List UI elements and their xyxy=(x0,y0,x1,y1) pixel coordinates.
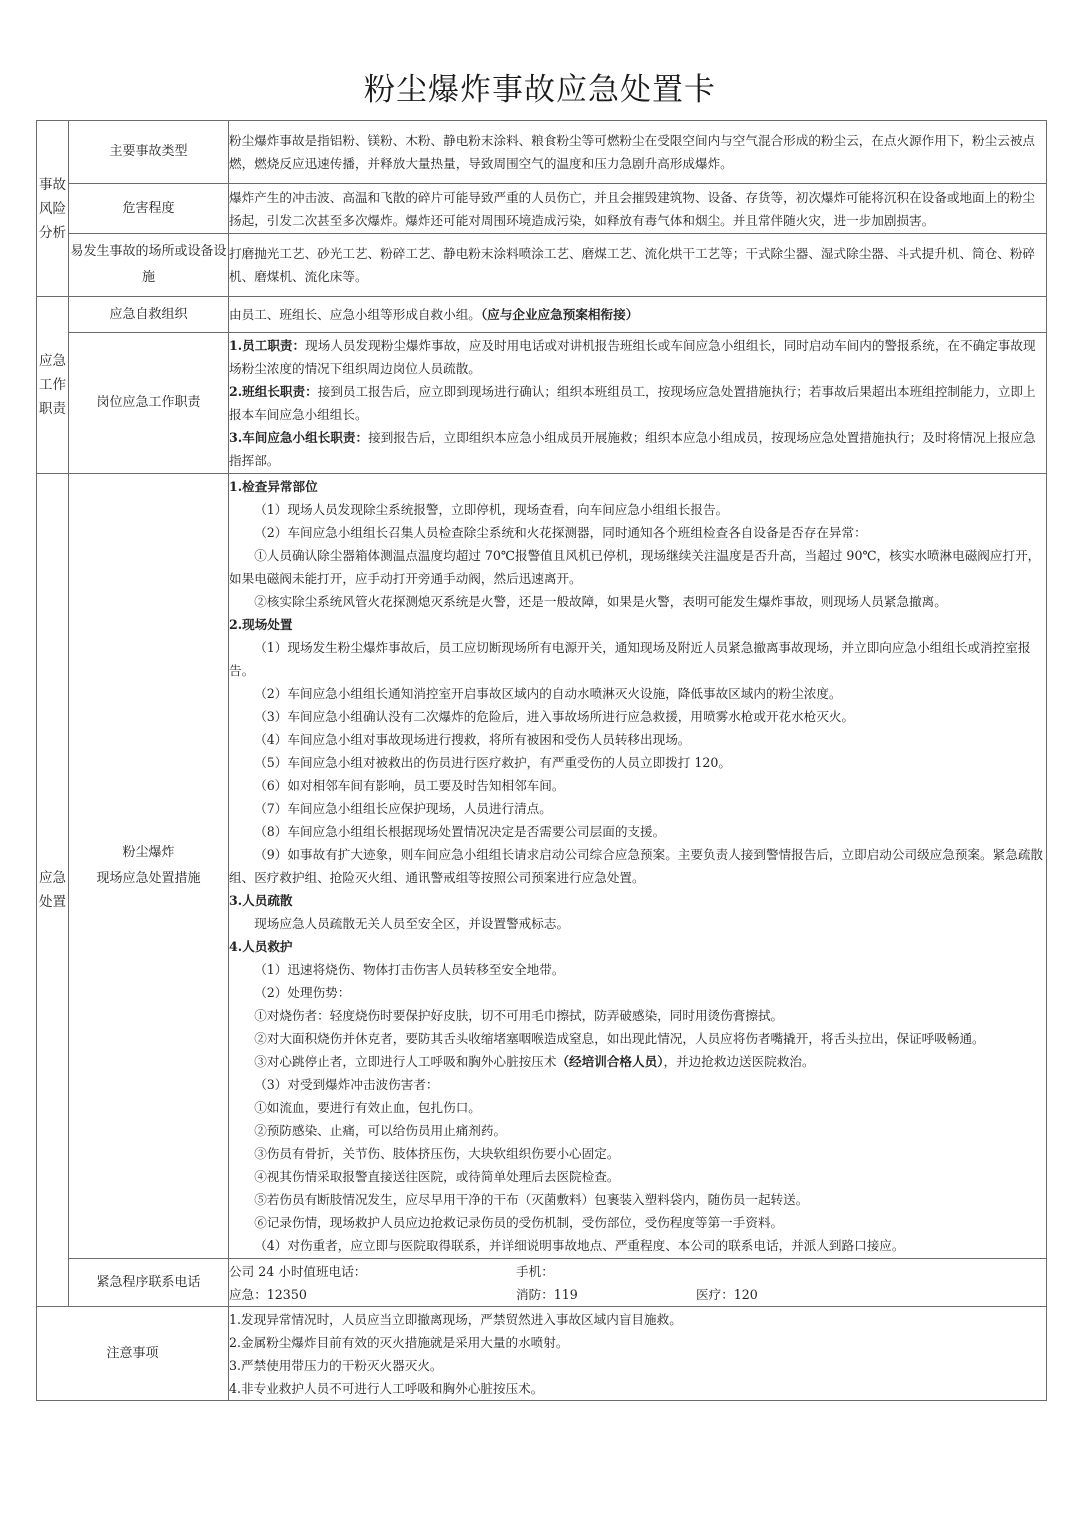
note-item: 1.发现异常情况时，人员应当立即撤离现场，严禁贸然进入事故区域内盲目施救。 xyxy=(229,1311,682,1327)
emergency-phone: 应急：12350 xyxy=(229,1286,307,1302)
step-line: ①如流血，要进行有效止血，包扎伤口。 xyxy=(254,1100,481,1115)
mobile-phone: 手机： xyxy=(516,1263,554,1279)
duty-item xyxy=(229,334,1046,380)
label-onsite-measures-text: 现场应急处置措施 xyxy=(96,871,201,886)
step-line: ②预防感染、止痛，可以给伤员用止痛剂药。 xyxy=(254,1123,507,1138)
step-line: ④视其伤情采取报警直接送往医院，或待简单处理后去医院检查。 xyxy=(254,1169,620,1184)
text-onsite-measures xyxy=(229,474,1047,1259)
step-heading: 4.人员救护 xyxy=(229,939,293,954)
step-heading: 1.检查异常部位 xyxy=(229,479,318,494)
step-line: （7）车间应急小组组长应保护现场，人员进行清点。 xyxy=(254,801,552,816)
step-line: （2）车间应急小组组长召集人员检查除尘系统和火花探测器，同时通知各个班组检查各自设备是否存在异常： xyxy=(254,525,867,540)
step-line: （9）如事故有扩大迹象，则车间应急小组组长请求启动公司综合应急预案。主要负责人接到警情报告后，立即启动公司级应急预案。紧急疏散组、医疗救护组、抢险灭火组、通讯警戒组等按照公司预案进行应急处置。 xyxy=(229,847,1044,885)
note-item: 4.非专业救护人员不可进行人工呼吸和胸外心脏按压术。 xyxy=(229,1380,544,1396)
duty-item xyxy=(229,426,1046,472)
label-accident-type: 主要事故类型 xyxy=(69,121,229,184)
step-line: （4）车间应急小组对事故现场进行搜救，将所有被困和受伤人员转移出现场。 xyxy=(254,732,691,747)
duty-item-text: 接到员工报告后，应立即到现场进行确认；组织本班组员工，按现场应急处置措施执行；若事故后果超出本班组控制能力，立即上报本车间应急小组组长。 xyxy=(229,384,1036,422)
cpr-text: ③对心跳停止者，立即进行人工呼吸和胸外心脏按压术 xyxy=(254,1054,557,1069)
text-self-rescue-org xyxy=(229,297,1047,333)
label-post-duties: 岗位应急工作职责 xyxy=(69,333,229,474)
step-line: （4）对伤重者，应立即与医院取得联系，并详细说明事故地点、严重程度、本公司的联系电话，并派人到路口接应。 xyxy=(254,1238,905,1253)
step-line xyxy=(229,1050,1046,1073)
section-emergency-duties: 应急工作职责 xyxy=(37,297,69,474)
label-self-rescue-org: 应急自救组织 xyxy=(69,297,229,333)
step-line: ①对烧伤者：轻度烧伤时要保护好皮肤，切不可用毛巾擦拭，防弄破感染，同时用烫伤膏擦拭。 xyxy=(254,1008,784,1023)
cpr-qualified-note: （经培训合格人员） xyxy=(556,1054,664,1069)
duty-item-head: 2.班组长职责： xyxy=(229,384,318,399)
step-line: ③伤员有骨折，关节伤、肢体挤压伤，大块软组织伤要小心固定。 xyxy=(254,1146,620,1161)
page-title: 粉尘爆炸事故应急处置卡 xyxy=(364,72,716,108)
label-onsite-measures xyxy=(69,474,229,1259)
label-harm-degree: 危害程度 xyxy=(69,184,229,234)
step-heading: 2.现场处置 xyxy=(229,617,293,632)
step-line: （1）现场人员发现除尘系统报警，立即停机，现场查看，向车间应急小组组长报告。 xyxy=(254,502,729,517)
fire-phone: 消防：119 xyxy=(516,1286,578,1302)
self-rescue-note: （应与企业应急预案相衔接） xyxy=(480,307,639,322)
duty-item-text: 接到报告后，立即组织本应急小组成员开展施救；组织本应急小组成员，按现场应急处置措施执行；及时将情况上报应急指挥部。 xyxy=(229,430,1036,468)
section-emergency-response: 应急处置 xyxy=(37,474,69,1307)
step-line: ②对大面积烧伤并休克者，要防其舌头收缩堵塞咽喉造成窒息，如出现此情况，人员应将伤者嘴撬开，将舌头拉出，保证呼吸畅通。 xyxy=(254,1031,985,1046)
step-line: ⑥记录伤情，现场救护人员应边抢救记录伤员的受伤机制，受伤部位，受伤程度等第一手资料。 xyxy=(254,1215,784,1230)
note-item: 3.严禁使用带压力的干粉灭火器灭火。 xyxy=(229,1357,443,1373)
step-line: （2）车间应急小组组长通知消控室开启事故区域内的自动水喷淋灭火设施，降低事故区域内的粉尘浓度。 xyxy=(254,686,842,701)
phone-row xyxy=(229,1260,1046,1283)
text-post-duties xyxy=(229,333,1047,474)
cpr-tail: ，并边抢救边送医院救治。 xyxy=(663,1054,815,1069)
step-line: （3）对受到爆炸冲击波伤害者： xyxy=(254,1077,439,1092)
label-risk-locations: 易发生事故的场所或设备设施 xyxy=(69,234,229,297)
note-item: 2.金属粉尘爆炸目前有效的灭火措施就是采用大量的水喷射。 xyxy=(229,1334,569,1350)
step-line: （6）如对相邻车间有影响，员工要及时告知相邻车间。 xyxy=(254,778,565,793)
section-risk-analysis: 事故风险分析 xyxy=(37,121,69,297)
medical-phone: 医疗：120 xyxy=(696,1286,758,1302)
self-rescue-text: 由员工、班组长、应急小组等形成自救小组。 xyxy=(229,307,481,322)
step-line: 现场应急人员疏散无关人员至安全区，并设置警戒标志。 xyxy=(254,916,570,931)
duty-phone: 公司 24 小时值班电话： xyxy=(229,1263,367,1279)
emergency-phones xyxy=(229,1259,1047,1307)
label-emergency-phones: 紧急程序联系电话 xyxy=(69,1259,229,1307)
emergency-card-table xyxy=(36,120,1047,1401)
duty-item xyxy=(229,380,1046,426)
label-notes: 注意事项 xyxy=(37,1307,229,1401)
phone-row xyxy=(229,1283,1046,1306)
step-heading: 3.人员疏散 xyxy=(229,893,293,908)
text-harm-degree: 爆炸产生的冲击波、高温和飞散的碎片可能导致严重的人员伤亡，并且会摧毁建筑物、设备、存货等，初次爆炸可能将沉积在设备或地面上的粉尘扬起，引发二次甚至多次爆炸。爆炸还可能对周围环境造成污染，如释放有毒气体和烟尘。并且常伴随火灾，进一步加剧损害。 xyxy=(229,184,1047,234)
step-line: ①人员确认除尘器箱体测温点温度均超过 70℃报警值且风机已停机，现场继续关注温度是否升高，当超过 90℃，核实水喷淋电磁阀应打开，如果电磁阀未能打开，应手动打开旁通手动阀，然后迅速离开。 xyxy=(229,548,1041,586)
step-line: （1）现场发生粉尘爆炸事故后，员工应切断现场所有电源开关，通知现场及附近人员紧急撤离事故现场，并立即向应急小组组长或消控室报告。 xyxy=(229,640,1031,678)
step-line: （1）迅速将烧伤、物体打击伤害人员转移至安全地带。 xyxy=(254,962,565,977)
duty-item-head: 3.车间应急小组长职责： xyxy=(229,430,369,445)
text-risk-locations: 打磨抛光工艺、砂光工艺、粉碎工艺、静电粉末涂料喷涂工艺、磨煤工艺、流化烘干工艺等；干式除尘器、湿式除尘器、斗式提升机、筒仓、粉碎机、磨煤机、流化床等。 xyxy=(229,234,1047,297)
notes-list xyxy=(229,1307,1047,1401)
step-line: （5）车间应急小组对被救出的伤员进行医疗救护，有严重受伤的人员立即拨打 120。 xyxy=(254,755,732,770)
step-line: ②核实除尘系统风管火花探测熄灭系统是火警，还是一般故障，如果是火警，表明可能发生爆炸事故，则现场人员紧急撤离。 xyxy=(254,594,947,609)
step-line: ⑤若伤员有断肢情况发生，应尽早用干净的干布（灭菌敷料）包裹装入塑料袋内，随伤员一起转送。 xyxy=(254,1192,809,1207)
duty-item-head: 1.员工职责： xyxy=(229,338,306,353)
duty-item-text: 现场人员发现粉尘爆炸事故，应及时用电话或对讲机报告班组长或车间应急小组组长，同时启动车间内的警报系统，在不确定事故现场粉尘浓度的情况下组织周边岗位人员疏散。 xyxy=(229,338,1036,376)
step-line: （8）车间应急小组组长根据现场处置情况决定是否需要公司层面的支援。 xyxy=(254,824,666,839)
text-accident-type: 粉尘爆炸事故是指铝粉、镁粉、木粉、静电粉末涂料、粮食粉尘等可燃粉尘在受限空间内与空气混合形成的粉尘云，在点火源作用下，粉尘云被点燃，燃烧反应迅速传播，并释放大量热量，导致周围空气的温度和压力急剧升高形成爆炸。 xyxy=(229,121,1047,184)
step-line: （2）处理伤势： xyxy=(254,985,351,1000)
step-line: （3）车间应急小组确认没有二次爆炸的危险后，进入事故场所进行应急救援，用喷雾水枪或开花水枪灭火。 xyxy=(254,709,855,724)
label-dust-explosion: 粉尘爆炸 xyxy=(122,845,175,860)
